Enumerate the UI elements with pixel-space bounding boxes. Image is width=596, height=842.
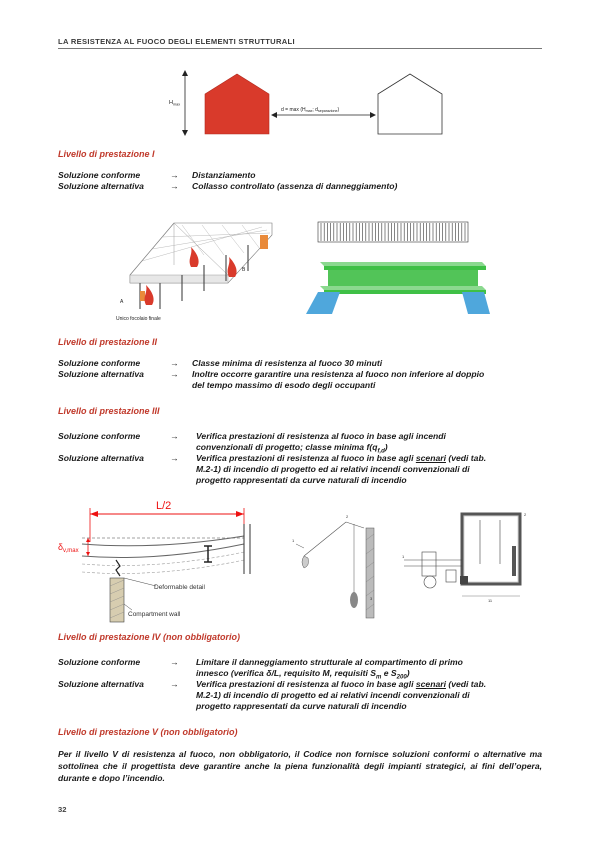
- span-label: L/2: [156, 500, 172, 512]
- arrow-icon: →: [170, 679, 179, 689]
- figure-warehouse-collapse: [112, 205, 282, 325]
- alternativa-label: Soluzione alternativa: [58, 679, 144, 689]
- detail-label: Deformable detail: [154, 584, 205, 591]
- marker-b: B: [242, 267, 246, 273]
- distance-label: $d = \max (H_{max}$; $d_{separazione}$): [281, 107, 340, 114]
- alternativa-line-1: Verifica prestazioni di resistenza al fuoco in base agli scenari (vedi tab.: [196, 453, 487, 463]
- level-2-title: Livello di prestazione II: [58, 337, 158, 347]
- level-1-solutions: [58, 170, 542, 196]
- conforme-text: Distanziamento: [192, 170, 256, 180]
- conforme-label: Soluzione conforme: [58, 431, 141, 441]
- alternativa-text: Collasso controllato (assenza di danneggiamento): [192, 181, 398, 191]
- conforme-text: Classe minima di resistenza al fuoco 30 minuti: [192, 358, 383, 368]
- alternativa-label: Soluzione alternativa: [58, 181, 144, 191]
- figure-protected-beam: [292, 218, 496, 322]
- marker-a: A: [120, 299, 124, 305]
- level-2-solutions: [58, 358, 542, 392]
- figure-fire-column-sketch: [290, 504, 400, 619]
- arrow-icon: →: [170, 181, 179, 191]
- header-divider: [58, 48, 542, 49]
- arrow-icon: →: [170, 431, 179, 441]
- level-5-title: Livello di prestazione V (non obbligatorio): [58, 727, 238, 737]
- svg-text:3: 3: [370, 596, 373, 601]
- level-4-solutions: [58, 657, 542, 715]
- delta-label: $\delta_{v,max}$: [58, 542, 79, 554]
- alternativa-line-2: M.2-1) di incendio di progetto ed ai relativi incendi convenzionali di: [196, 690, 470, 700]
- level-4-title: Livello di prestazione IV (non obbligatorio): [58, 632, 241, 642]
- level-1-title: Livello di prestazione I: [58, 149, 155, 159]
- conforme-line-1: Verifica prestazioni di resistenza al fuoco in base agli incendi: [196, 431, 446, 441]
- level-5-paragraph: Per il livello V di resistenza al fuoco, non obbligatorio, il Codice non fornisce soluzioni conformi o alternative ma sottolinea che il progettista deve garantire anche la piena funzionalità degli impianti strategici, ai fini dell’opera, durante e dopo l’incendio.: [58, 749, 542, 783]
- svg-text:11: 11: [488, 598, 493, 603]
- svg-text:2: 2: [524, 512, 527, 517]
- level-3-title: Livello di prestazione III: [58, 406, 160, 416]
- svg-text:2: 2: [346, 514, 349, 519]
- h-max-label: $H_{max}$: [169, 100, 181, 107]
- arrow-icon: →: [170, 453, 179, 463]
- figure-caption: Unico focolaio finale: [116, 316, 161, 322]
- arrow-icon: →: [170, 369, 179, 379]
- wall-label: Compartment wall: [128, 611, 181, 618]
- page-number: 32: [58, 805, 67, 814]
- conforme-line-1: Limitare il danneggiamento strutturale al compartimento di primo: [196, 657, 463, 667]
- arrow-icon: →: [170, 657, 179, 667]
- figure-separation-distance: [160, 66, 460, 146]
- figure-duct-system-sketch: [400, 506, 536, 621]
- conforme-label: Soluzione conforme: [58, 657, 141, 667]
- alternativa-label: Soluzione alternativa: [58, 369, 144, 379]
- alternativa-line-1: Verifica prestazioni di resistenza al fuoco in base agli scenari (vedi tab.: [196, 679, 487, 689]
- alternativa-line-2: M.2-1) di incendio di progetto ed ai relativi incendi convenzionali di: [196, 464, 470, 474]
- conforme-line-2: convenzionali di progetto; classe minima $f(q_{f,d})$: [196, 442, 388, 455]
- conforme-label: Soluzione conforme: [58, 170, 141, 180]
- conforme-line-2: innesco (verifica δ/L, requisito M, requisiti $S_m$ e $S_{200}$): [196, 668, 410, 681]
- svg-text:1: 1: [402, 554, 405, 559]
- figure-beam-deflection: [58, 494, 268, 624]
- running-header: LA RESISTENZA AL FUOCO DEGLI ELEMENTI STRUTTURALI: [58, 37, 295, 46]
- conforme-label: Soluzione conforme: [58, 358, 141, 368]
- arrow-icon: →: [170, 170, 179, 180]
- svg-text:1: 1: [292, 538, 295, 543]
- alternativa-label: Soluzione alternativa: [58, 453, 144, 463]
- alternativa-line-3: progetto rappresentati da curve naturali di incendio: [196, 475, 407, 485]
- alternativa-line-2: del tempo massimo di esodo degli occupanti: [192, 380, 376, 390]
- alternativa-line-3: progetto rappresentati da curve naturali di incendio: [196, 701, 407, 711]
- arrow-icon: →: [170, 358, 179, 368]
- level-3-solutions: [58, 431, 542, 489]
- alternativa-line-1: Inoltre occorre garantire una resistenza al fuoco non inferiore al doppio: [192, 369, 485, 379]
